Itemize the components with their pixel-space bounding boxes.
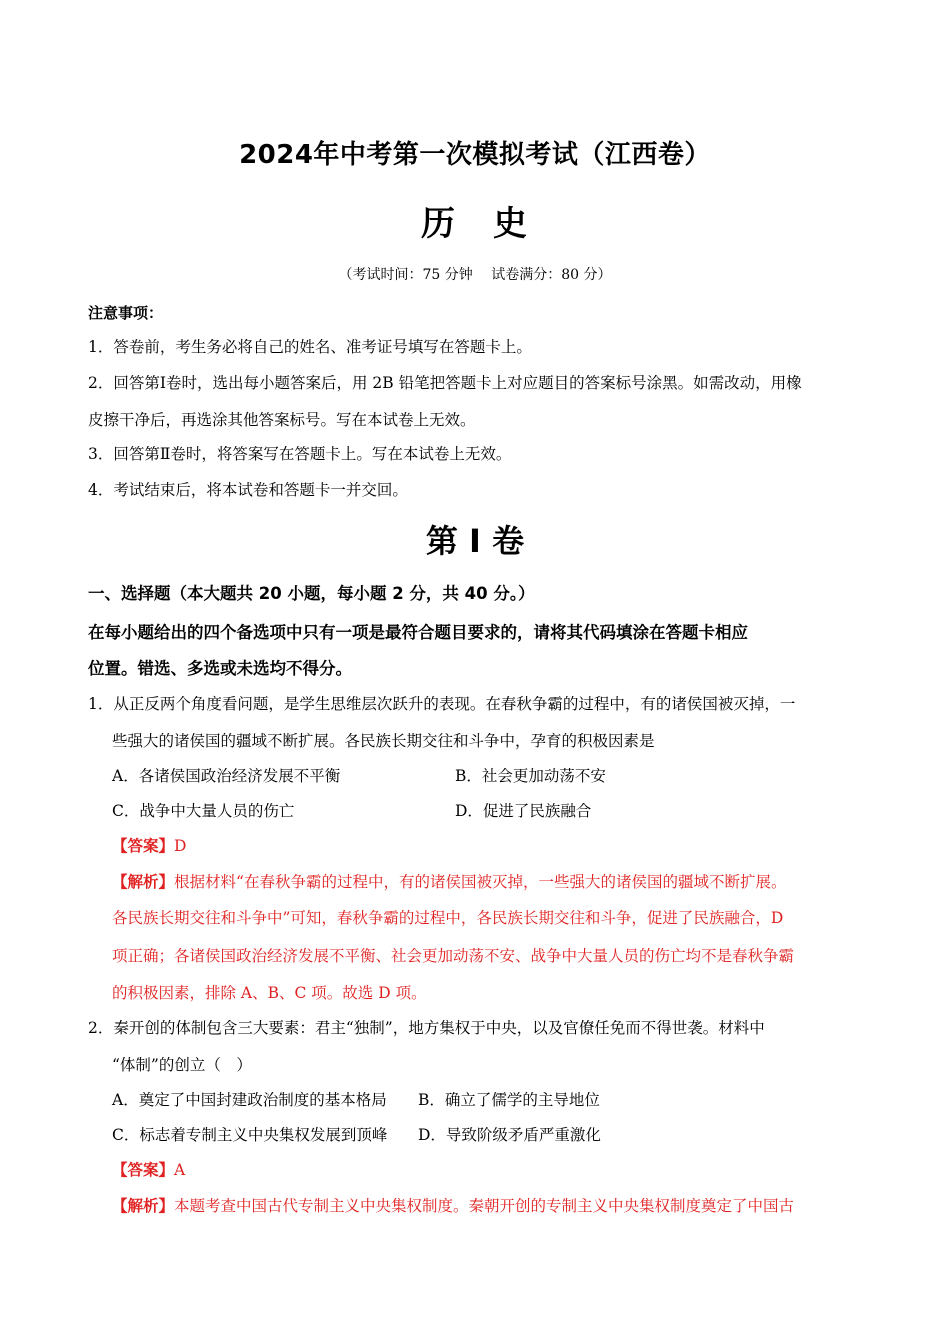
question-1-analysis-line-4: 的积极因素，排除 A、B、C 项。故选 D 项。 xyxy=(112,984,427,1002)
answer-label: 【答案】 xyxy=(112,836,175,855)
question-1-stem-line-2: 些强大的诸侯国的疆域不断扩展。各民族长期交往和斗争中，孕育的积极因素是 xyxy=(112,732,655,750)
answer-value: A xyxy=(174,1161,186,1179)
exam-title: 2024年中考第一次模拟考试（江西卷） xyxy=(239,140,711,170)
note-item-2-continued: 皮擦干净后，再选涂其他答案标号。写在本试卷上无效。 xyxy=(88,411,476,429)
question-2-answer xyxy=(112,1158,185,1180)
question-2-option-b: B．确立了儒学的主导地位 xyxy=(418,1091,600,1109)
note-item-4: 4．考试结束后，将本试卷和答题卡一并交回。 xyxy=(88,481,408,499)
note-item-3: 3．回答第Ⅱ卷时，将答案写在答题卡上。写在本试卷上无效。 xyxy=(88,445,512,463)
answer-label: 【答案】 xyxy=(112,1160,175,1179)
question-2-stem-line-2: “体制”的创立（ ） xyxy=(112,1056,252,1074)
note-item-2: 2．回答第Ⅰ卷时，选出每小题答案后，用 2B 铅笔把答题卡上对应题目的答案标号涂黑。如需改动，用橡 xyxy=(88,374,802,392)
question-2-stem-line-1: 2．秦开创的体制包含三大要素：君主“独制”，地方集权于中央，以及官僚任免而不得世袭。材料中 xyxy=(88,1019,765,1037)
exam-info: （考试时间：75 分钟 试卷满分：80 分） xyxy=(338,267,612,283)
analysis-label: 【解析】 xyxy=(112,1196,175,1215)
analysis-label: 【解析】 xyxy=(112,872,175,891)
question-2-option-a: A．奠定了中国封建政治制度的基本格局 xyxy=(112,1091,387,1109)
section-heading: 一、选择题（本大题共 20 小题，每小题 2 分，共 40 分。） xyxy=(88,584,535,603)
question-1-option-b: B．社会更加动荡不安 xyxy=(455,767,606,785)
question-1-analysis-line-1 xyxy=(112,870,786,892)
question-1-stem-line-1: 1．从正反两个角度看问题，是学生思维层次跃升的表现。在春秋争霸的过程中，有的诸侯国被灭掉，一 xyxy=(88,695,796,713)
question-1-option-c: C．战争中大量人员的伤亡 xyxy=(112,802,295,820)
question-1-option-d: D．促进了民族融合 xyxy=(455,802,592,820)
volume-title: 第 I 卷 xyxy=(425,522,525,560)
subject-title: 历 史 xyxy=(421,204,529,244)
question-2-option-c: C．标志着专制主义中央集权发展到顶峰 xyxy=(112,1126,388,1144)
question-2-analysis-line-1 xyxy=(112,1194,794,1216)
section-instruction-line-1: 在每小题给出的四个备选项中只有一项是最符合题目要求的，请将其代码填涂在答题卡相应 xyxy=(88,623,748,642)
answer-value: D xyxy=(174,837,187,855)
question-1-answer xyxy=(112,834,186,856)
note-item-1: 1．答卷前，考生务必将自己的姓名、准考证号填写在答题卡上。 xyxy=(88,338,532,356)
analysis-text: 根据材料“在春秋争霸的过程中，有的诸侯国被灭掉，一些强大的诸侯国的疆域不断扩展。 xyxy=(174,873,787,891)
question-1-option-a: A．各诸侯国政治经济发展不平衡 xyxy=(112,767,341,785)
question-1-analysis-line-3: 项正确；各诸侯国政治经济发展不平衡、社会更加动荡不安、战争中大量人员的伤亡均不是春秋争霸 xyxy=(112,947,795,965)
section-instruction-line-2: 位置。错选、多选或未选均不得分。 xyxy=(88,659,352,678)
question-2-option-d: D．导致阶级矛盾严重激化 xyxy=(418,1126,601,1144)
question-1-analysis-line-2: 各民族长期交往和斗争中”可知，春秋争霸的过程中，各民族长期交往和斗争，促进了民族融合，D xyxy=(112,909,784,927)
analysis-text: 本题考查中国古代专制主义中央集权制度。秦朝开创的专制主义中央集权制度奠定了中国古 xyxy=(174,1197,795,1215)
notes-heading: 注意事项： xyxy=(88,304,164,322)
